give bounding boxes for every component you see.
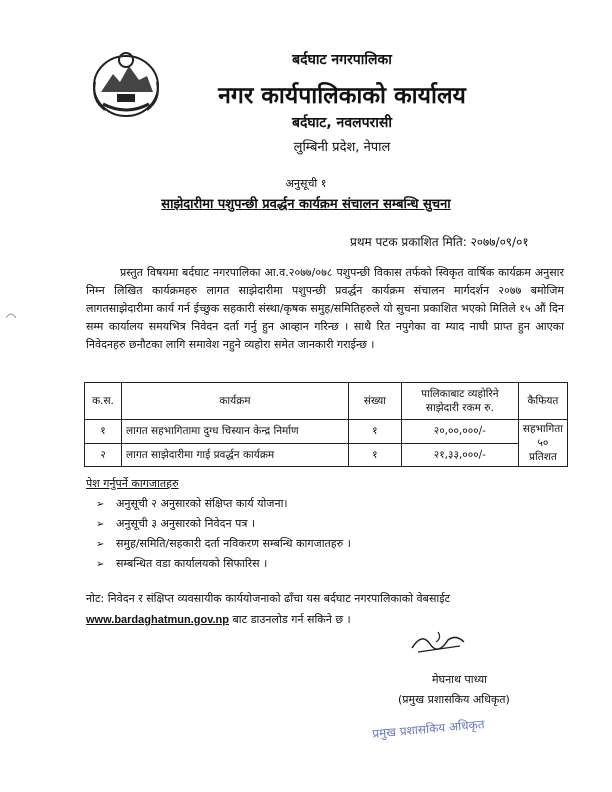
- signatory-title: (प्रमुख प्रशासकिय अधिकृत): [398, 693, 510, 706]
- signature-image: [408, 628, 470, 656]
- cell-program: लागत साझेदारीमा गाई प्रवर्द्धन कार्यक्रम: [121, 443, 348, 467]
- col-header-amount: पालिकाबाट व्यहोरिने साझेदारी रकम रु.: [401, 383, 518, 420]
- list-item-text: अनुसूची ३ अनुसारको निवेदन पत्र ।: [116, 517, 256, 530]
- documents-list: [96, 494, 351, 574]
- province-line: लुम्बिनी प्रदेश, नेपाल: [293, 140, 391, 155]
- download-note: [86, 588, 564, 631]
- arrow-bullet-icon: ➢: [96, 559, 105, 570]
- cell-amount: २१,३३,०००/-: [401, 443, 518, 467]
- cell-sn: १: [85, 420, 122, 444]
- office-address: बर्दघाट, नवलपरासी: [291, 115, 393, 131]
- publication-label: प्रथम पटक प्रकाशित मिति:: [350, 235, 467, 249]
- cell-remarks: सहभागिता ५० प्रतिशत: [518, 420, 567, 467]
- arrow-bullet-icon: ➢: [96, 499, 105, 510]
- arrow-bullet-icon: ➢: [96, 539, 105, 550]
- cell-program: लागत सहभागितामा दुग्ध चिस्यान केन्द्र निर्माण: [121, 420, 348, 444]
- cell-amount: २०,००,०००/-: [401, 420, 518, 444]
- cell-sn: २: [85, 443, 122, 467]
- table-row: [85, 420, 568, 444]
- official-stamp: प्रमुख प्रशासकिय अधिकृत: [371, 717, 486, 741]
- col-header-remarks: कैफियत: [518, 383, 567, 420]
- punch-hole-mark: [4, 310, 18, 320]
- list-item: [96, 554, 351, 574]
- list-item-text: सम्बन्धित वडा कार्यालयको सिफारिस ।: [116, 557, 268, 570]
- list-item-text: अनुसूची २ अनुसारको संक्षिप्त कार्य योजना।: [116, 497, 288, 510]
- notice-body: प्रस्तुत विषयमा बर्दघाट नगरपालिका आ.व.२०७७/०७८ पशुपन्छी विकास तर्फको स्विकृत वार्षिक कार्यक्रम अनुसार निम्न लिखित कार्यक्रमहरु लागत साझेदारीमा पशुपन्छी प्रवर्द्धन कार्यक्रम संचालन मार्गदर्शन २०७७ बमोजिम लागतसाझेदारीमा कार्य गर्न ईच्छुक सहकारी संस्था/कृषक समुह/समितिहरुले यो सुचना प्रकाशित भएको मितिले १५ औं दिन सम्म कार्यालय समयभित्र निवेदन दर्ता गर्नु हुन आव्हान गरिन्छ । साथै रित नपुगेका वा म्याद नाघी प्राप्त हुन आएका निवेदनहरु छनौटका लागि समावेश नहुने व्यहोरा समेत जानकारी गराईन्छ ।: [86, 266, 564, 351]
- website-link[interactable]: www.bardaghatmun.gov.np: [86, 614, 229, 626]
- program-table: [84, 382, 568, 467]
- list-item: [96, 514, 351, 534]
- annex-label: अनुसूची १: [285, 177, 327, 190]
- publication-date-value: २०७७/०९/०१: [470, 235, 529, 249]
- office-name: नगर कार्यपालिकाको कार्यालय: [218, 83, 466, 109]
- list-item: [96, 494, 351, 514]
- notice-title: साझेदारीमा पशुपन्छी प्रवर्द्धन कार्यक्रम संचालन सम्बन्धि सुचना: [161, 197, 451, 212]
- table-row: [85, 443, 568, 467]
- col-header-sn: क.स.: [85, 383, 122, 420]
- note-suffix: बाट डाउनलोड गर्न सकिने छ ।: [232, 613, 351, 626]
- municipality-name: बर्दघाट नगरपालिका: [292, 52, 392, 68]
- list-item: [96, 534, 351, 554]
- arrow-bullet-icon: ➢: [96, 519, 105, 530]
- note-prefix: नोट: निवेदन र संक्षिप्त व्यवसायीक कार्ययोजनाको ढाँचा यस बर्दघाट नगरपालिकाको वेबसाईट: [86, 592, 451, 605]
- col-header-count: संख्या: [348, 383, 401, 420]
- documents-heading: पेश गर्नुपर्ने कागजातहरु: [86, 477, 179, 490]
- table-header-row: [85, 383, 568, 420]
- cell-count: १: [348, 443, 401, 467]
- list-item-text: समुह/समिति/सहकारी दर्ता नविकरण सम्बन्धि कागजातहरु ।: [116, 537, 351, 550]
- cell-count: १: [348, 420, 401, 444]
- signatory-name: मेघनाथ पाध्या: [432, 673, 488, 686]
- publication-date: [350, 233, 529, 250]
- col-header-program: कार्यक्रम: [121, 383, 348, 420]
